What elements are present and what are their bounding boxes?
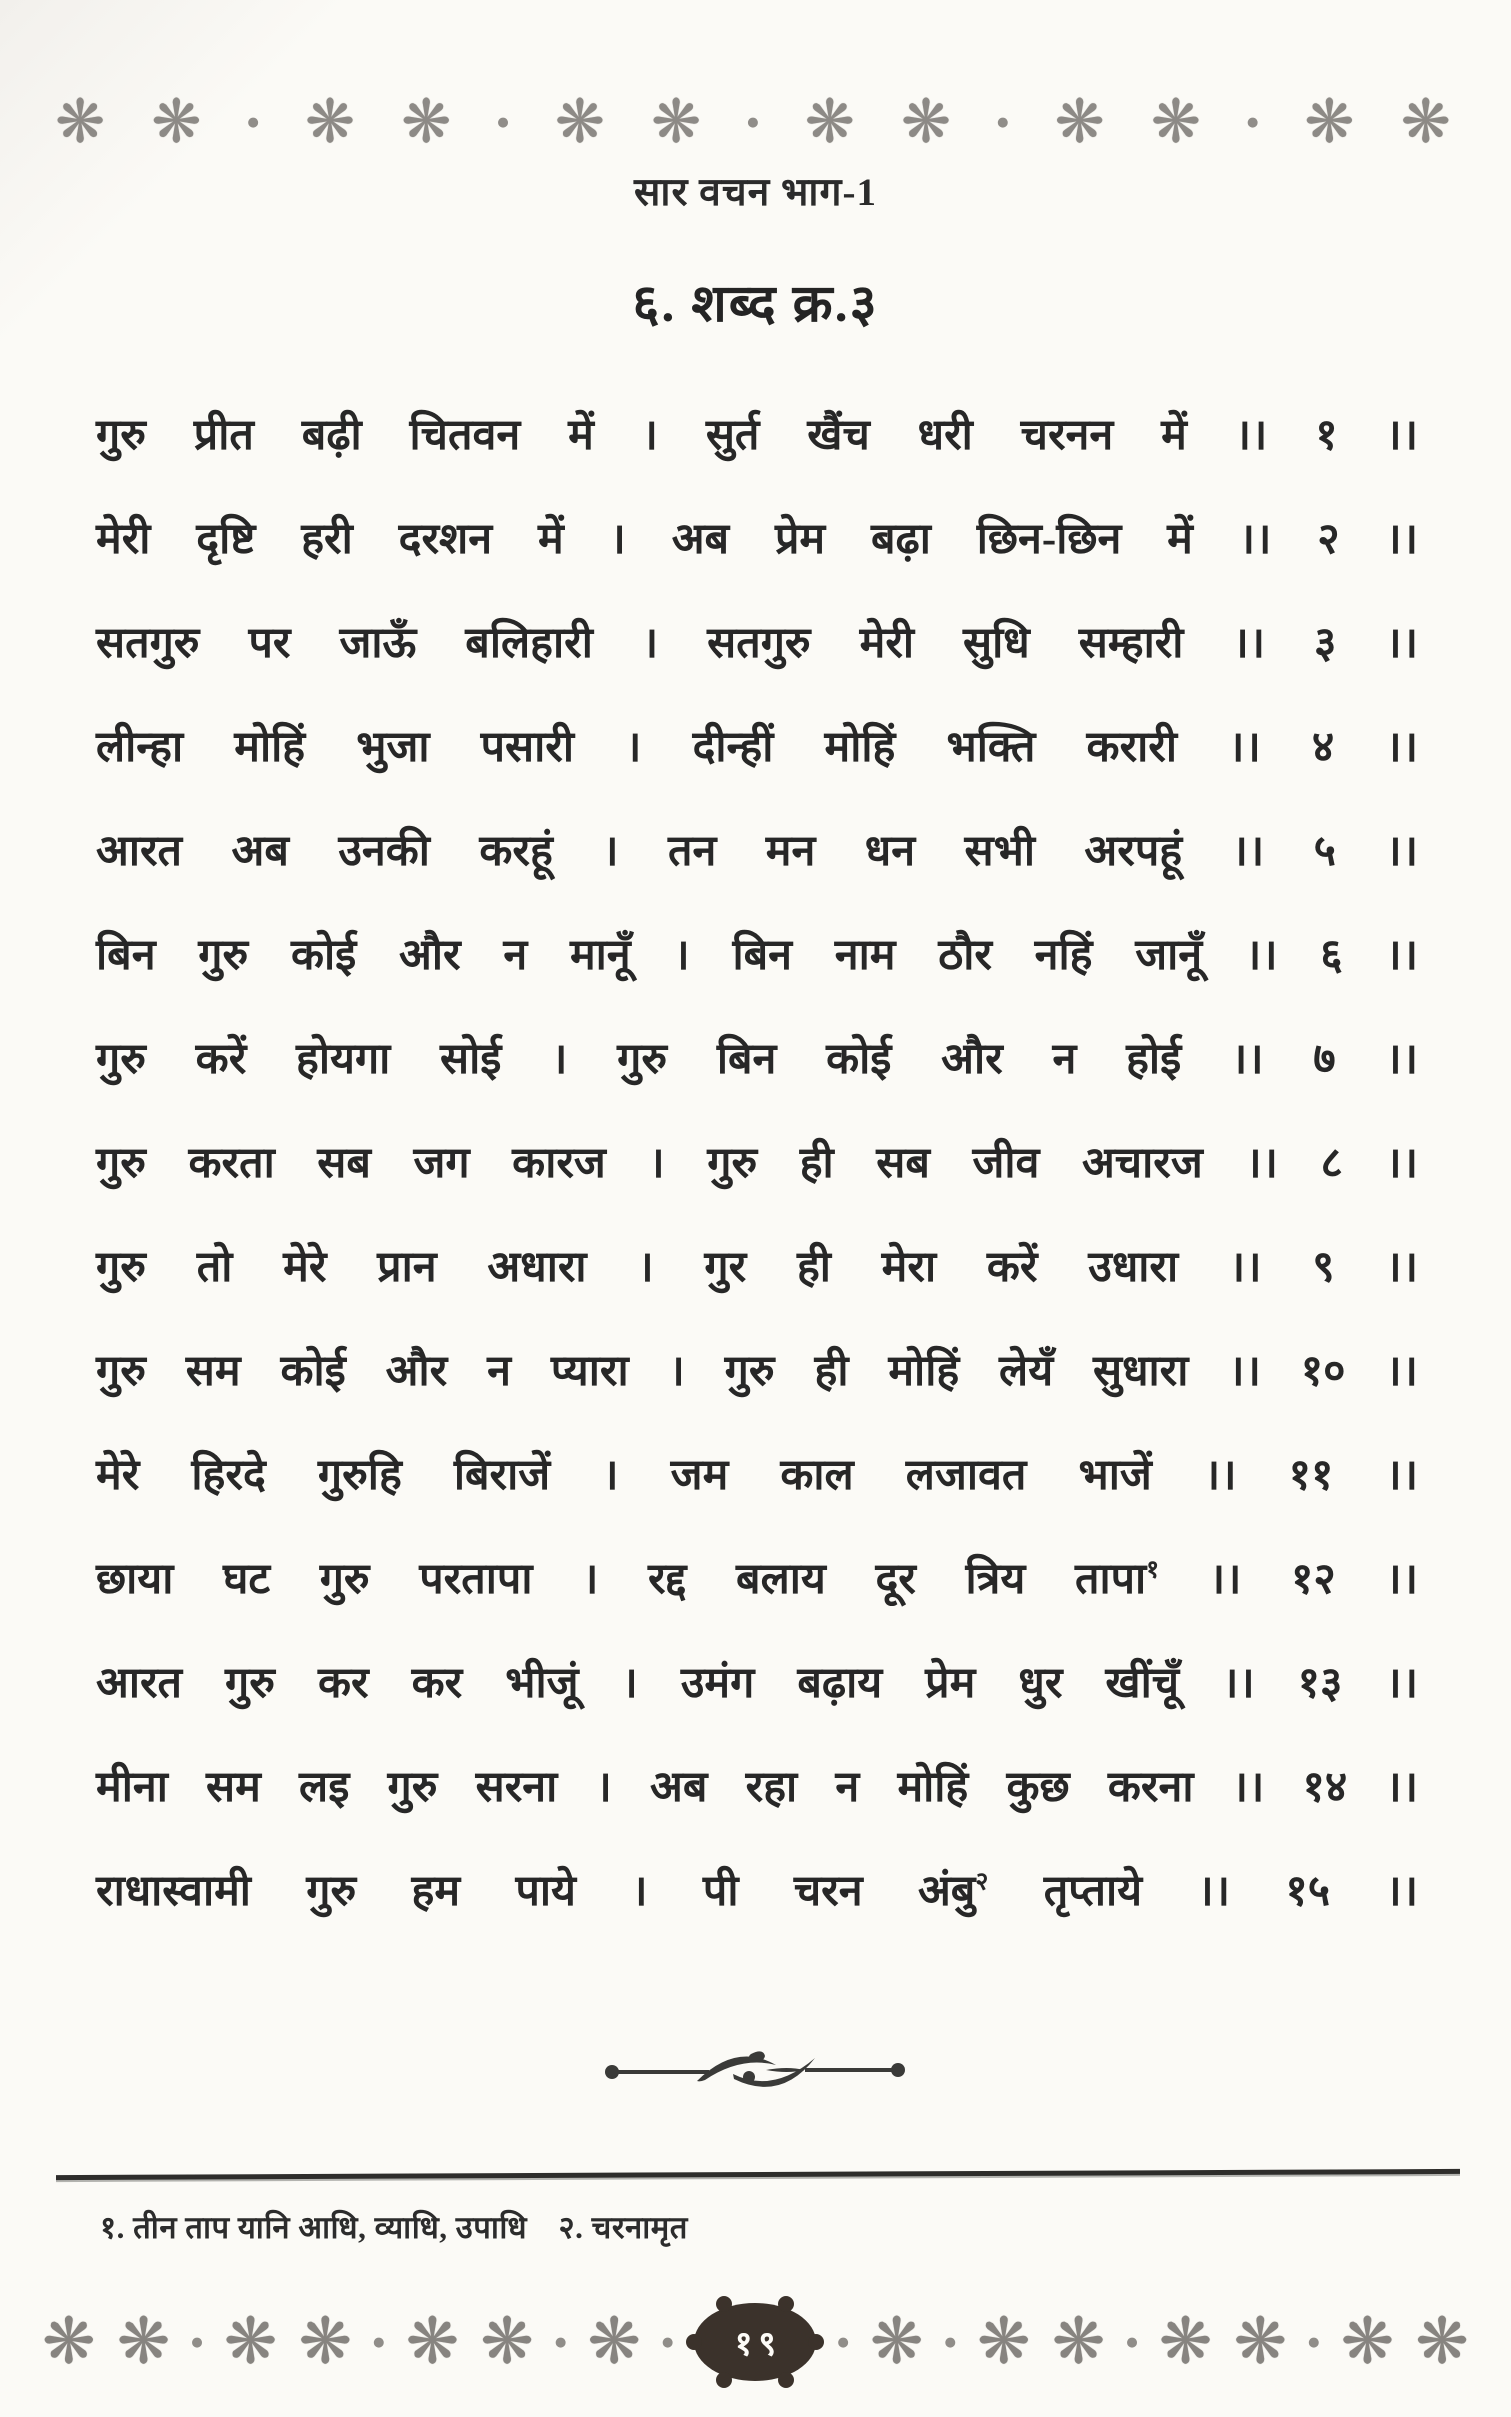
dot-separator-icon: ● xyxy=(554,2334,567,2350)
book-title: सार वचन भाग-1 xyxy=(634,171,877,214)
page-number-badge xyxy=(694,2303,816,2381)
verse-line xyxy=(96,1444,1418,1508)
verse-number: ।। १२ ।। xyxy=(1208,1556,1418,1603)
verse-number: ।। १४ ।। xyxy=(1231,1764,1419,1811)
dot-separator-icon: ● xyxy=(247,114,259,130)
verse-text: आरत गुरु कर कर भीजूं । उमंग बढ़ाय प्रेम धुर खींचूँ xyxy=(96,1660,1180,1707)
verse-number: ।। ७ ।। xyxy=(1230,1036,1418,1083)
verse-text: लीन्हा मोहिं भुजा पसारी । दीन्हीं मोहिं भक्ति करारी xyxy=(96,724,1178,771)
verse-line xyxy=(96,1028,1418,1092)
floral-motif-icon: ❋ xyxy=(1051,2305,1106,2379)
floral-motif-icon: ❋ xyxy=(1158,2305,1213,2379)
verse-line xyxy=(96,1548,1418,1612)
verse-line xyxy=(96,1652,1418,1716)
floral-motif-icon: ❋ xyxy=(480,2305,534,2379)
floral-motif-icon: ❋ xyxy=(151,87,202,157)
top-ornamental-border xyxy=(55,74,1451,170)
verse-line xyxy=(96,1236,1418,1300)
dot-separator-icon: ● xyxy=(1308,2334,1320,2350)
floral-motif-icon: ❋ xyxy=(804,87,855,157)
floral-motif-icon: ❋ xyxy=(304,87,356,157)
footnote-text: १. तीन ताप यानि आधि, व्याधि, उपाधि २. चरनामृत xyxy=(100,2210,688,2245)
dot-separator-icon: ● xyxy=(373,2334,385,2350)
dot-separator-icon: ● xyxy=(1246,114,1259,130)
floral-motif-icon: ❋ xyxy=(401,87,452,157)
verse-text: मेरी दृष्टि हरी दरशन में । अब प्रेम बढ़ा छिन-छिन में xyxy=(96,516,1193,563)
verse-text: मेरे हिरदे गुरुहि बिराजें । जम काल लजावत भाजें xyxy=(96,1452,1152,1499)
verse-line xyxy=(96,820,1418,884)
verse-line xyxy=(96,1340,1418,1404)
floral-motif-icon: ❋ xyxy=(869,2305,924,2379)
verse-number: ।। ६ ।। xyxy=(1244,932,1418,979)
dot-separator-icon: ● xyxy=(662,2334,674,2350)
floral-motif-icon: ❋ xyxy=(55,87,106,157)
footnote-marker: १ xyxy=(1146,1556,1160,1584)
floral-motif-icon: ❋ xyxy=(405,2305,460,2379)
dot-separator-icon: ● xyxy=(191,2334,203,2350)
divider-flourish-icon xyxy=(0,2032,1511,2102)
verse-text: गुरु करता सब जग कारज । गुरु ही सब जीव अचारज xyxy=(96,1140,1203,1187)
verse-line xyxy=(96,404,1418,468)
verse-number: ।। ९ ।। xyxy=(1228,1244,1418,1291)
floral-motif-icon: ❋ xyxy=(116,2305,171,2379)
verse-block xyxy=(96,404,1418,1964)
floral-motif-icon: ❋ xyxy=(1150,87,1201,157)
verse-text: बिन गुरु कोई और न मानूँ । बिन नाम ठौर नहिं जानूँ xyxy=(96,932,1203,979)
floral-motif-icon: ❋ xyxy=(1400,87,1451,157)
verse-number: ।। १३ ।। xyxy=(1222,1660,1418,1707)
verse-number: तृप्ताये ।। १५ ।। xyxy=(1043,1868,1419,1915)
verse-number: ।। ११ ।। xyxy=(1203,1452,1419,1499)
verse-number: ।। ३ ।। xyxy=(1232,620,1418,667)
floral-motif-icon: ❋ xyxy=(1340,2305,1395,2379)
verse-number: ।। ४ ।। xyxy=(1228,724,1419,771)
floral-motif-icon: ❋ xyxy=(977,2305,1031,2379)
floral-motif-icon: ❋ xyxy=(42,2305,96,2379)
verse-text: सतगुरु पर जाऊँ बलिहारी । सतगुरु मेरी सुधि सम्हारी xyxy=(96,620,1184,667)
floral-motif-icon: ❋ xyxy=(298,2305,353,2379)
dot-separator-icon: ● xyxy=(944,2334,956,2350)
verse-text: गुरु तो मेरे प्रान अधारा । गुर ही मेरा करें उधारा xyxy=(96,1244,1179,1291)
section-heading: ६. शब्द क्र.३ xyxy=(632,276,879,333)
footnote-rule xyxy=(56,2169,1460,2180)
footnote-marker: २ xyxy=(975,1868,989,1896)
verse-text: मीना सम लइ गुरु सरना । अब रहा न मोहिं कुछ करना xyxy=(96,1764,1194,1811)
verse-line xyxy=(96,1132,1418,1196)
dot-separator-icon: ● xyxy=(837,2334,849,2350)
verse-number: ।। ८ ।। xyxy=(1245,1140,1418,1187)
verse-text: गुरु प्रीत बढ़ी चितवन में । सुर्त खैंच धरी चरनन में xyxy=(96,412,1187,459)
verse-number: ।। १० ।। xyxy=(1228,1348,1418,1395)
page-number: १९ xyxy=(734,2326,783,2363)
floral-motif-icon: ❋ xyxy=(650,87,702,157)
floral-motif-icon: ❋ xyxy=(1415,2305,1469,2379)
floral-motif-icon: ❋ xyxy=(1054,87,1105,157)
verse-line xyxy=(96,716,1418,780)
verse-line xyxy=(96,1756,1418,1820)
verse-text: गुरु करें होयगा सोई । गुरु बिन कोई और न होई xyxy=(96,1036,1182,1083)
verse-text: राधास्वामी गुरु हम पाये । पी चरन अंबु xyxy=(96,1868,976,1915)
verse-text: छाया घट गुरु परतापा । रद्द बलाय दूर त्रिय तापा xyxy=(96,1556,1147,1603)
verse-number: ।। २ ।। xyxy=(1238,516,1419,563)
dot-separator-icon: ● xyxy=(747,114,759,130)
verse-line xyxy=(96,612,1418,676)
bottom-ornamental-border xyxy=(42,2284,1469,2400)
verse-number: ।। ५ ।। xyxy=(1231,828,1418,875)
verse-number: ।। १ ।। xyxy=(1234,412,1419,459)
verse-text: आरत अब उनकी करहूं । तन मन धन सभी अरपहूं xyxy=(96,828,1183,875)
floral-motif-icon: ❋ xyxy=(1304,87,1355,157)
dot-separator-icon: ● xyxy=(1126,2334,1138,2350)
floral-motif-icon: ❋ xyxy=(554,87,605,157)
floral-motif-icon: ❋ xyxy=(1233,2305,1288,2379)
floral-motif-icon: ❋ xyxy=(900,87,952,157)
verse-line xyxy=(96,1860,1418,1924)
floral-motif-icon: ❋ xyxy=(587,2305,641,2379)
floral-motif-icon: ❋ xyxy=(223,2305,278,2379)
dot-separator-icon: ● xyxy=(497,114,509,130)
verse-line xyxy=(96,924,1418,988)
verse-text: गुरु सम कोई और न प्यारा । गुरु ही मोहिं लेयँ सुधारा xyxy=(96,1348,1189,1395)
dot-separator-icon: ● xyxy=(997,114,1009,130)
verse-line xyxy=(96,508,1418,572)
